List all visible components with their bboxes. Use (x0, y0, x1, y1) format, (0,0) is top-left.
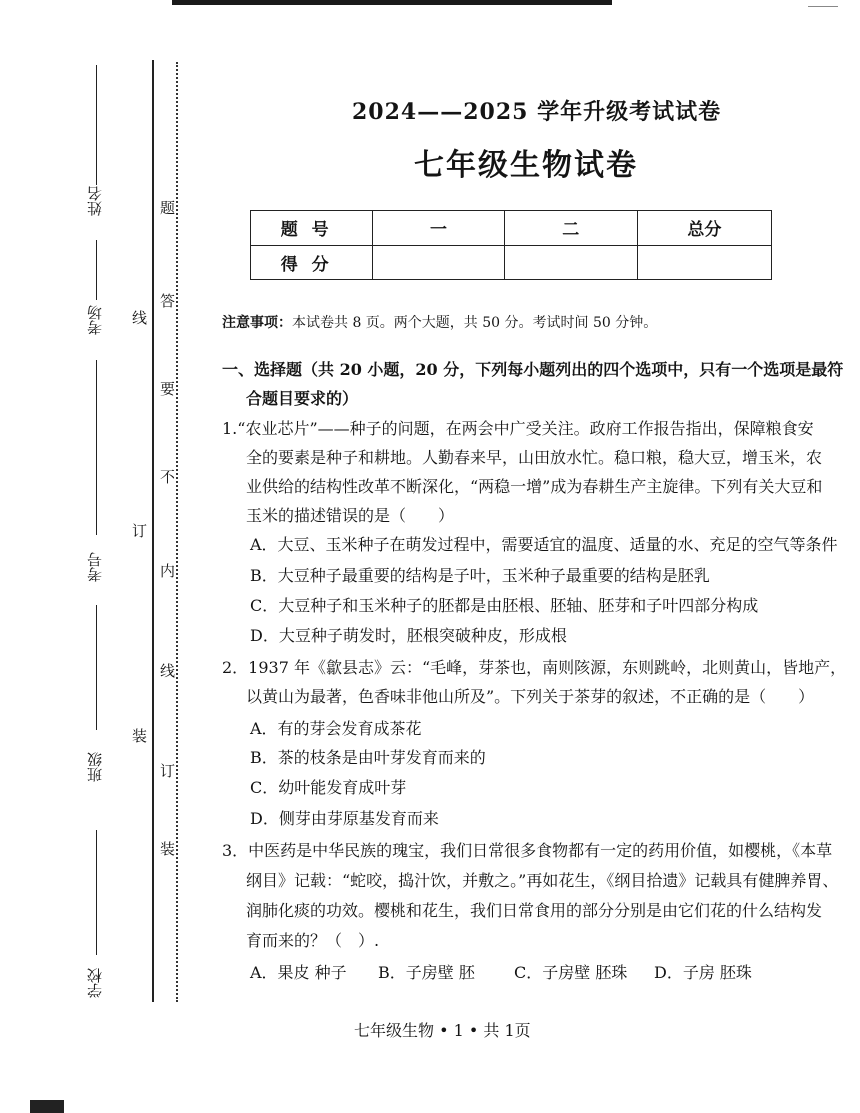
answer-option: D．大豆种子萌发时，胚根突破种皮，形成根 (250, 626, 567, 645)
room-label: 考场 (86, 305, 104, 335)
score-table-cell: 得分 (251, 245, 373, 280)
answer-option: C．大豆种子和玉米种子的胚都是由胚根、胚轴、胚芽和子叶四部分构成 (250, 596, 759, 615)
section-heading: 合题目要求的） (246, 389, 359, 408)
question-line: 1.“农业芯片”——种子的问题，在两会中广受关注。政府工作报告指出，保障粮食安 (222, 419, 814, 438)
score-table-header-row (251, 211, 772, 246)
scan-corner-mark (808, 0, 838, 7)
name-field-line (96, 65, 97, 185)
score-blank-cell[interactable] (504, 245, 637, 280)
binding-char: 线 (160, 662, 176, 680)
answer-option: D．侧芽由芽原基发育而来 (250, 809, 439, 828)
room-field-line (96, 240, 97, 300)
question-line: 玉米的描述错误的是（ ） (246, 506, 455, 525)
notice (222, 312, 657, 332)
class-field-line (96, 605, 97, 730)
section-heading: 一、选择题（共 20 小题，20 分，下列每小题列出的四个选项中，只有一个选项是最符 (222, 360, 844, 379)
score-table (250, 210, 772, 280)
class-label: 班级 (86, 752, 104, 782)
answer-option: B．大豆种子最重要的结构是子叶，玉米种子最重要的结构是胚乳 (250, 566, 710, 585)
notice-label: 注意事项： (222, 315, 292, 331)
binding-char: 题 (160, 199, 176, 217)
question-line: 润肺化痰的功效。樱桃和花生，我们日常食用的部分分别是由它们花的什么结构发 (246, 901, 823, 920)
notice-text: 本试卷共 8 页。两个大题，共 50 分。考试时间 50 分钟。 (292, 315, 658, 331)
binding-dotted-rule (176, 62, 178, 1002)
question-line: 以黄山为最著，色香味非他山所及”。下列关于茶芽的叙述，不正确的是（ ） (246, 687, 815, 706)
score-table-cell: 题号 (251, 211, 373, 246)
question-line: 业供给的结构性改革不断深化，“两稳一增”成为春耕生产主旋律。下列有关大豆和 (246, 477, 823, 496)
answer-option: C．子房壁 胚珠 (514, 963, 628, 982)
school-label: 学校 (86, 968, 104, 998)
binding-char: 要 (160, 380, 176, 398)
binding-char: 订 (132, 522, 148, 540)
binding-char: 内 (160, 562, 176, 580)
answer-option: A．果皮 种子 (250, 963, 347, 982)
score-table-cell: 总分 (637, 211, 771, 246)
subject-title: 七年级生物试卷 (414, 148, 638, 183)
scan-top-bar (172, 0, 612, 5)
answer-option: A．大豆、玉米种子在萌发过程中，需要适宜的温度、适量的水、充足的空气等条件 (250, 535, 838, 554)
binding-char: 答 (160, 292, 176, 310)
binding-solid-rule (152, 60, 154, 1002)
number-field-line (96, 360, 97, 535)
answer-option: D．子房 胚珠 (654, 963, 752, 982)
score-table-cell: 一 (373, 211, 504, 246)
question-line: 纲目》记载：“蛇咬，捣汁饮，并敷之。”再如花生，《纲目拾遗》记载具有健脾养胃、 (246, 871, 839, 890)
answer-option: B．茶的枝条是由叶芽发育而来的 (250, 748, 486, 767)
score-blank-cell[interactable] (637, 245, 771, 280)
score-table-cell: 二 (504, 211, 637, 246)
question-line: 3．中医药是中华民族的瑰宝，我们日常很多食物都有一定的药用价值，如樱桃，《本草 (222, 841, 833, 860)
binding-char: 线 (132, 309, 148, 327)
name-label: 姓名 (86, 186, 104, 216)
exam-year-title: 2024——2025 学年升级考试试卷 (352, 99, 722, 125)
question-line: 2．1937 年《歙县志》云：“毛峰，芽茶也，南则陔源，东则跳岭，北则黄山，皆地产， (222, 658, 847, 677)
binding-char: 订 (160, 762, 176, 780)
number-label: 考号 (86, 552, 104, 582)
question-line: 全的要素是种子和耕地。人勤春来早，山田放水忙。稳口粮，稳大豆，增玉米，农 (246, 448, 823, 467)
answer-option: C．幼叶能发育成叶芽 (250, 778, 407, 797)
school-field-line (96, 830, 97, 955)
binding-char: 装 (160, 840, 176, 858)
page-footer: 七年级生物 • 1 • 共 1页 (354, 1021, 531, 1040)
scan-edge-mark (30, 1100, 64, 1113)
binding-char: 装 (132, 727, 148, 745)
binding-char: 不 (160, 468, 176, 486)
answer-option: B．子房壁 胚 (378, 963, 475, 982)
score-table-score-row (251, 245, 772, 280)
score-blank-cell[interactable] (373, 245, 504, 280)
question-line: 育而来的？（ ）. (246, 931, 380, 950)
answer-option: A．有的芽会发育成茶花 (250, 719, 422, 738)
